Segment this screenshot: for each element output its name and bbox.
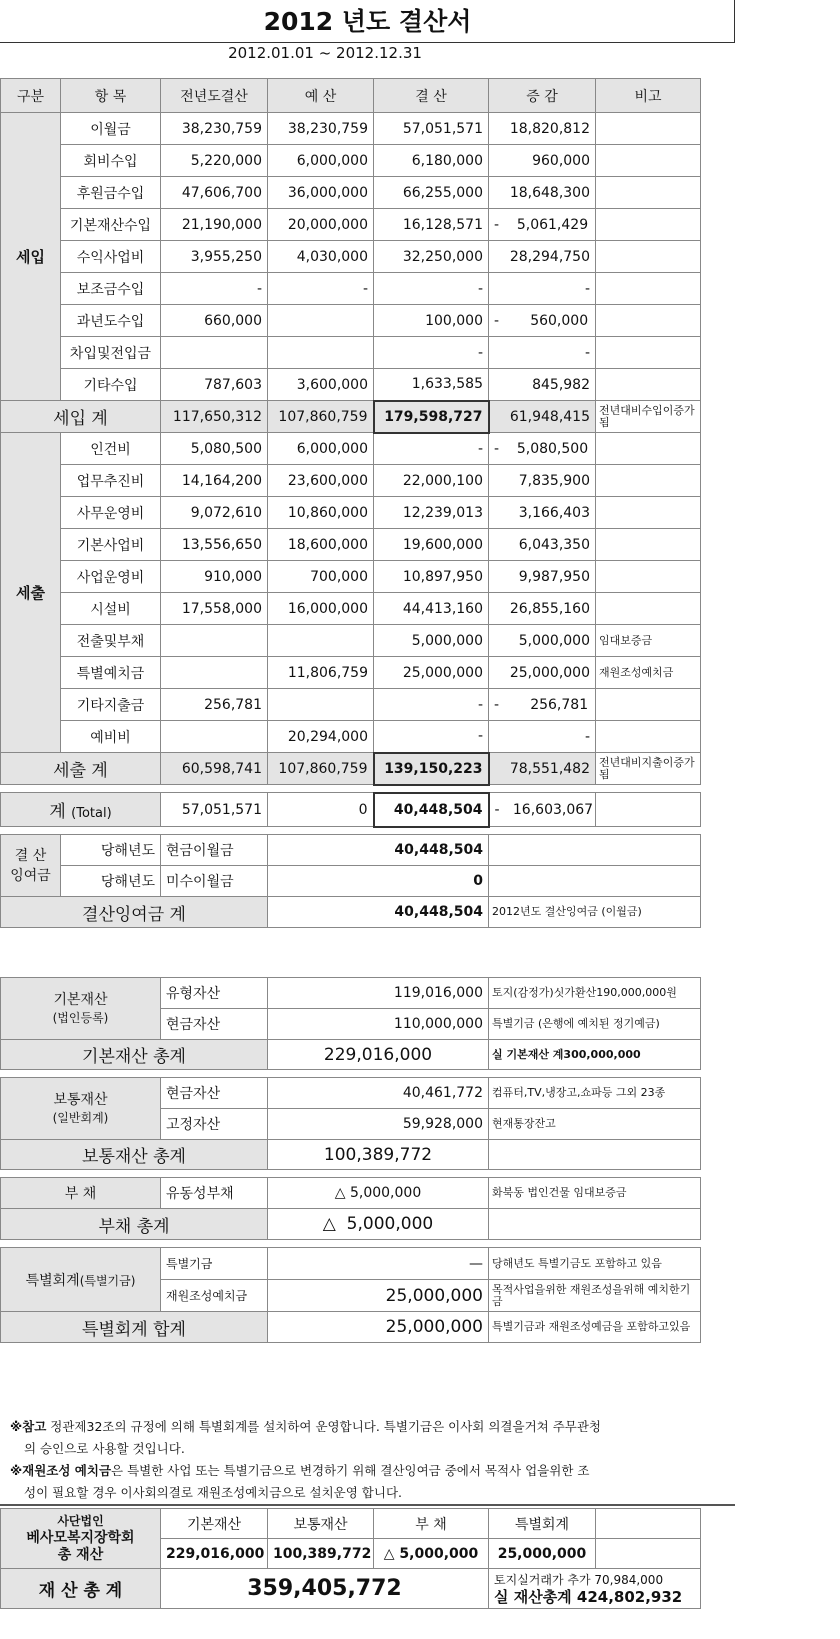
grand-total-row: [1, 793, 701, 827]
expense-item: 특별예치금: [61, 657, 161, 689]
note-tag-3: ※재원조성 예치금: [10, 1463, 112, 1478]
basic-group-sub: (법인등록): [52, 1010, 109, 1025]
summary-h-basic: 기본재산: [161, 1509, 268, 1539]
normal-total-label: 보통재산 총계: [1, 1140, 268, 1170]
basic-note-1: 토지(감정가)싯가환산190,000,000원: [489, 978, 701, 1009]
expense-total-label: 세출 계: [1, 753, 161, 785]
summary-v-debt: △ 5,000,000: [374, 1539, 489, 1569]
expense-note: [596, 497, 701, 529]
expense-row: [1, 561, 701, 593]
summary-v-basic: 229,016,000: [161, 1539, 268, 1569]
expense-row: [1, 433, 701, 465]
income-actual: 57,051,571: [374, 113, 489, 145]
income-item: 후원금수입: [61, 177, 161, 209]
basic-value-1: 119,016,000: [268, 978, 489, 1009]
expense-budget: 16,000,000: [268, 593, 374, 625]
income-actual: 16,128,571: [374, 209, 489, 241]
header-actual: 결 산: [374, 79, 489, 113]
income-actual: 6,180,000: [374, 145, 489, 177]
special-item-1: 특별기금: [161, 1248, 268, 1280]
income-prev: 47,606,700: [161, 177, 268, 209]
income-prev: 3,955,250: [161, 241, 268, 273]
expense-budget: 18,600,000: [268, 529, 374, 561]
normal-item-1: 현금자산: [161, 1078, 268, 1109]
income-note: [596, 369, 701, 401]
surplus-b-1: 현금이월금: [161, 835, 268, 866]
income-row: [1, 305, 701, 337]
special-total-note: 특별기금과 재원조성예금을 포함하고있음: [489, 1312, 701, 1343]
debt-value: △ 5,000,000: [268, 1178, 489, 1209]
summary-org-line1: 사단법인: [57, 1514, 104, 1528]
basic-group-label: 기본재산: [53, 991, 108, 1008]
income-total-budget: 107,860,759: [268, 401, 374, 433]
expense-diff: 3,166,403: [489, 497, 596, 529]
summary-total-value: 359,405,772: [161, 1569, 489, 1609]
expense-note: 재원조성예치금: [596, 657, 701, 689]
special-group-label: 특별회계: [25, 1272, 80, 1289]
expense-budget: [268, 689, 374, 721]
expense-budget: 6,000,000: [268, 433, 374, 465]
expense-actual: 12,239,013: [374, 497, 489, 529]
expense-row: [1, 625, 701, 657]
surplus-total-note: 2012년도 결산잉여금 (이월금): [489, 897, 701, 928]
expense-budget: 23,600,000: [268, 465, 374, 497]
header-diff: 증 감: [489, 79, 596, 113]
expense-total-budget: 107,860,759: [268, 753, 374, 785]
expense-prev: [161, 657, 268, 689]
income-note: [596, 113, 701, 145]
expense-item: 시설비: [61, 593, 161, 625]
expense-total-prev: 60,598,741: [161, 753, 268, 785]
normal-item-2: 고정자산: [161, 1109, 268, 1140]
normal-total-row: [1, 1140, 701, 1170]
expense-note: 임대보증금: [596, 625, 701, 657]
debt-item: 유동성부채: [161, 1178, 268, 1209]
expense-prev: 13,556,650: [161, 529, 268, 561]
expense-note: [596, 689, 701, 721]
note-text-2: 의 승인으로 사용할 것입니다.: [24, 1441, 185, 1456]
expense-actual: 10,897,950: [374, 561, 489, 593]
income-budget: 38,230,759: [268, 113, 374, 145]
income-total-row: [1, 401, 701, 433]
basic-total-value: 229,016,000: [268, 1040, 489, 1070]
surplus-total-row: [1, 897, 701, 928]
income-total-note: 전년대비수입이증가됨: [596, 401, 701, 433]
expense-item: 사업운영비: [61, 561, 161, 593]
expense-total-row: [1, 753, 701, 785]
debt-total-label: 부채 총계: [1, 1209, 268, 1240]
expense-item: 전출및부채: [61, 625, 161, 657]
special-total-row: [1, 1312, 701, 1343]
expense-prev: 5,080,500: [161, 433, 268, 465]
surplus-a-1: 당해년도: [61, 835, 161, 866]
summary-extra-line2: 실 재산총계 424,802,932: [494, 1587, 683, 1606]
debt-group: 부 채: [1, 1178, 161, 1209]
income-item: 기타수입: [61, 369, 161, 401]
income-budget: [268, 337, 374, 369]
income-budget: 36,000,000: [268, 177, 374, 209]
income-note: [596, 145, 701, 177]
income-prev: 21,190,000: [161, 209, 268, 241]
income-diff: 28,294,750: [489, 241, 596, 273]
note-line-1: [0, 1416, 735, 1438]
expense-prev: 14,164,200: [161, 465, 268, 497]
summary-h-debt: 부 채: [374, 1509, 489, 1539]
income-prev: 38,230,759: [161, 113, 268, 145]
income-diff: -: [489, 337, 596, 369]
expense-note: [596, 721, 701, 753]
basic-row-1: [1, 978, 701, 1009]
expense-diff: -: [489, 721, 596, 753]
header-note: 비고: [596, 79, 701, 113]
special-value-1: —: [268, 1248, 489, 1280]
expense-item: 예비비: [61, 721, 161, 753]
debt-note: 화북동 법인건물 임대보증금: [489, 1178, 701, 1209]
grand-actual: 40,448,504: [374, 793, 489, 827]
normal-note-2: 현재통장잔고: [489, 1109, 701, 1140]
expense-total-note: 전년대비지출이증가됨: [596, 753, 701, 785]
income-item: 수익사업비: [61, 241, 161, 273]
surplus-b-2: 미수이월금: [161, 866, 268, 897]
normal-row-1: [1, 1078, 701, 1109]
expense-note: [596, 433, 701, 465]
summary-extra-line1: 토지실거래가 추가 70,984,000: [494, 1572, 664, 1587]
expense-group: 세출: [1, 433, 61, 753]
expense-item: 업무추진비: [61, 465, 161, 497]
income-group: 세입: [1, 113, 61, 401]
header-category: 구분: [1, 79, 61, 113]
income-budget: 3,600,000: [268, 369, 374, 401]
grand-diff: - 16,603,067: [489, 793, 596, 827]
income-diff: 18,648,300: [489, 177, 596, 209]
debt-total-value: △ 5,000,000: [268, 1209, 489, 1240]
income-budget: 20,000,000: [268, 209, 374, 241]
income-item: 이월금: [61, 113, 161, 145]
expense-budget: 11,806,759: [268, 657, 374, 689]
income-actual: 32,250,000: [374, 241, 489, 273]
normal-value-2: 59,928,000: [268, 1109, 489, 1140]
normal-value-1: 40,461,772: [268, 1078, 489, 1109]
summary-table: [0, 1508, 701, 1609]
expense-diff: - 5,080,500: [489, 433, 596, 465]
income-total-label: 세입 계: [1, 401, 161, 433]
expense-note: [596, 561, 701, 593]
expense-total-actual: 139,150,223: [374, 753, 489, 785]
expense-budget: 20,294,000: [268, 721, 374, 753]
income-budget: 6,000,000: [268, 145, 374, 177]
expense-row: [1, 497, 701, 529]
expense-diff: 9,987,950: [489, 561, 596, 593]
expense-item: 인건비: [61, 433, 161, 465]
basic-value-2: 110,000,000: [268, 1009, 489, 1040]
income-note: [596, 241, 701, 273]
special-group-sub: (특별기금): [79, 1273, 136, 1288]
special-value-2: 25,000,000: [268, 1280, 489, 1312]
assets-table: [0, 977, 701, 1343]
income-row: [1, 209, 701, 241]
income-actual: 66,255,000: [374, 177, 489, 209]
income-total-diff: 61,948,415: [489, 401, 596, 433]
settlement-table: [0, 78, 701, 928]
expense-note: [596, 593, 701, 625]
normal-group-sub: (일반회계): [52, 1110, 109, 1125]
expense-note: [596, 529, 701, 561]
surplus-total-label: 결산잉여금 계: [1, 897, 268, 928]
expense-actual: 5,000,000: [374, 625, 489, 657]
special-note-1: 당해년도 특별기금도 포함하고 있음: [489, 1248, 701, 1280]
income-row: [1, 113, 701, 145]
expense-prev: 910,000: [161, 561, 268, 593]
basic-note-2: 특별기금 (은행에 예치된 정기예금): [489, 1009, 701, 1040]
normal-total-value: 100,389,772: [268, 1140, 489, 1170]
expense-budget: 700,000: [268, 561, 374, 593]
expense-prev: 256,781: [161, 689, 268, 721]
income-row: [1, 337, 701, 369]
surplus-total-value: 40,448,504: [268, 897, 489, 928]
debt-row: [1, 1178, 701, 1209]
expense-actual: -: [374, 721, 489, 753]
header-row: [1, 79, 701, 113]
expense-budget: 10,860,000: [268, 497, 374, 529]
income-diff: - 560,000: [489, 305, 596, 337]
income-row: [1, 273, 701, 305]
income-actual: 100,000: [374, 305, 489, 337]
header-item: 항 목: [61, 79, 161, 113]
income-budget: 4,030,000: [268, 241, 374, 273]
header-prev: 전년도결산: [161, 79, 268, 113]
summary-separator: [0, 1504, 735, 1506]
surplus-row-cash: [1, 835, 701, 866]
special-total-value: 25,000,000: [268, 1312, 489, 1343]
summary-h-normal: 보통재산: [268, 1509, 374, 1539]
header-budget: 예 산: [268, 79, 374, 113]
income-note: [596, 273, 701, 305]
income-prev: 660,000: [161, 305, 268, 337]
title-rule: [0, 42, 735, 43]
special-total-label: 특별회계 합계: [1, 1312, 268, 1343]
expense-prev: 17,558,000: [161, 593, 268, 625]
summary-v-normal: 100,389,772: [268, 1539, 374, 1569]
income-diff: 18,820,812: [489, 113, 596, 145]
special-group: [1, 1248, 161, 1312]
expense-diff: 6,043,350: [489, 529, 596, 561]
income-note: [596, 337, 701, 369]
basic-total-note: 실 기본재산 계300,000,000: [489, 1040, 701, 1070]
normal-group-label: 보통재산: [53, 1091, 108, 1108]
income-budget: -: [268, 273, 374, 305]
expense-prev: [161, 721, 268, 753]
income-row: [1, 177, 701, 209]
basic-total-row: [1, 1040, 701, 1070]
surplus-value-1: 40,448,504: [268, 835, 489, 866]
income-actual: -: [374, 337, 489, 369]
income-row: [1, 145, 701, 177]
expense-row: [1, 689, 701, 721]
expense-item: 기타지출금: [61, 689, 161, 721]
basic-item-2: 현금자산: [161, 1009, 268, 1040]
expense-diff: 5,000,000: [489, 625, 596, 657]
expense-actual: 19,600,000: [374, 529, 489, 561]
special-note-2: 목적사업을위한 재원조성을위해 예치한기금: [489, 1280, 701, 1312]
summary-org-line3: 총 재산: [57, 1547, 104, 1563]
income-prev: [161, 337, 268, 369]
expense-row: [1, 465, 701, 497]
expense-actual: 22,000,100: [374, 465, 489, 497]
income-item: 회비수입: [61, 145, 161, 177]
expense-actual: -: [374, 689, 489, 721]
normal-note-1: 컴퓨터,TV,냉장고,쇼파등 그외 23종: [489, 1078, 701, 1109]
period-text: 2012.01.01 ~ 2012.12.31: [228, 44, 422, 62]
summary-total-label: 재 산 총 계: [1, 1569, 161, 1609]
expense-item: 기본사업비: [61, 529, 161, 561]
basic-group: [1, 978, 161, 1040]
income-diff: 960,000: [489, 145, 596, 177]
expense-row: [1, 529, 701, 561]
income-prev: -: [161, 273, 268, 305]
basic-total-label: 기본재산 총계: [1, 1040, 268, 1070]
expense-actual: 25,000,000: [374, 657, 489, 689]
income-total-prev: 117,650,312: [161, 401, 268, 433]
grand-total-label: 계 (Total): [1, 793, 161, 827]
special-item-2: 재원조성예치금: [161, 1280, 268, 1312]
page-title: 2012 년도 결산서: [263, 7, 472, 36]
summary-header-row: [1, 1509, 701, 1539]
expense-prev: [161, 625, 268, 657]
note-text-3: 은 특별한 사업 또는 특별기금으로 변경하기 위해 결산잉여금 중에서 목적사 업을위한 조: [111, 1463, 590, 1478]
note-tag-1: ※참고: [10, 1419, 47, 1434]
surplus-value-2: 0: [268, 866, 489, 897]
income-budget: [268, 305, 374, 337]
summary-org-line2: 베사모복지장학회: [26, 1530, 135, 1546]
expense-actual: 44,413,160: [374, 593, 489, 625]
debt-total-row: [1, 1209, 701, 1240]
expense-item: 사무운영비: [61, 497, 161, 529]
expense-row: [1, 721, 701, 753]
income-actual: 1,633,585: [374, 369, 489, 401]
income-item: 과년도수입: [61, 305, 161, 337]
expense-note: [596, 465, 701, 497]
income-note: [596, 177, 701, 209]
income-prev: 787,603: [161, 369, 268, 401]
summary-v-special: 25,000,000: [489, 1539, 596, 1569]
surplus-row-receivable: [1, 866, 701, 897]
title-right-rule: [734, 0, 735, 42]
income-note: [596, 209, 701, 241]
income-diff: 845,982: [489, 369, 596, 401]
summary-org: [1, 1509, 161, 1569]
expense-prev: 9,072,610: [161, 497, 268, 529]
summary-extra: [489, 1569, 701, 1609]
special-row-1: [1, 1248, 701, 1280]
note-text-1: 정관제32조의 규정에 의해 특별회계를 설치하여 운영합니다. 특별기금은 이사회 의결을거쳐 주무관청: [46, 1419, 602, 1434]
expense-diff: 25,000,000: [489, 657, 596, 689]
summary-h-special: 특별회계: [489, 1509, 596, 1539]
income-item: 보조금수입: [61, 273, 161, 305]
surplus-a-2: 당해년도: [61, 866, 161, 897]
grand-prev: 57,051,571: [161, 793, 268, 827]
income-diff: - 5,061,429: [489, 209, 596, 241]
surplus-group: 결 산 잉여금: [1, 835, 61, 897]
income-item: 차입및전입금: [61, 337, 161, 369]
note-line-2: [0, 1438, 735, 1460]
expense-diff: - 256,781: [489, 689, 596, 721]
expense-actual: -: [374, 433, 489, 465]
income-diff: -: [489, 273, 596, 305]
expense-row: [1, 657, 701, 689]
expense-diff: 26,855,160: [489, 593, 596, 625]
note-text-4: 성이 필요할 경우 이사회의결로 재원조성예치금으로 설치운영 합니다.: [24, 1485, 402, 1500]
normal-group: [1, 1078, 161, 1140]
income-note: [596, 305, 701, 337]
income-prev: 5,220,000: [161, 145, 268, 177]
note-line-4: [0, 1482, 735, 1504]
basic-item-1: 유형자산: [161, 978, 268, 1009]
income-total-actual: 179,598,727: [374, 401, 489, 433]
grand-budget: 0: [268, 793, 374, 827]
notes-block: [0, 1416, 735, 1504]
note-line-3: [0, 1460, 735, 1482]
income-actual: -: [374, 273, 489, 305]
expense-budget: [268, 625, 374, 657]
expense-total-diff: 78,551,482: [489, 753, 596, 785]
expense-diff: 7,835,900: [489, 465, 596, 497]
income-row: [1, 241, 701, 273]
income-row: [1, 369, 701, 401]
expense-row: [1, 593, 701, 625]
summary-total-row: [1, 1569, 701, 1609]
income-item: 기본재산수입: [61, 209, 161, 241]
